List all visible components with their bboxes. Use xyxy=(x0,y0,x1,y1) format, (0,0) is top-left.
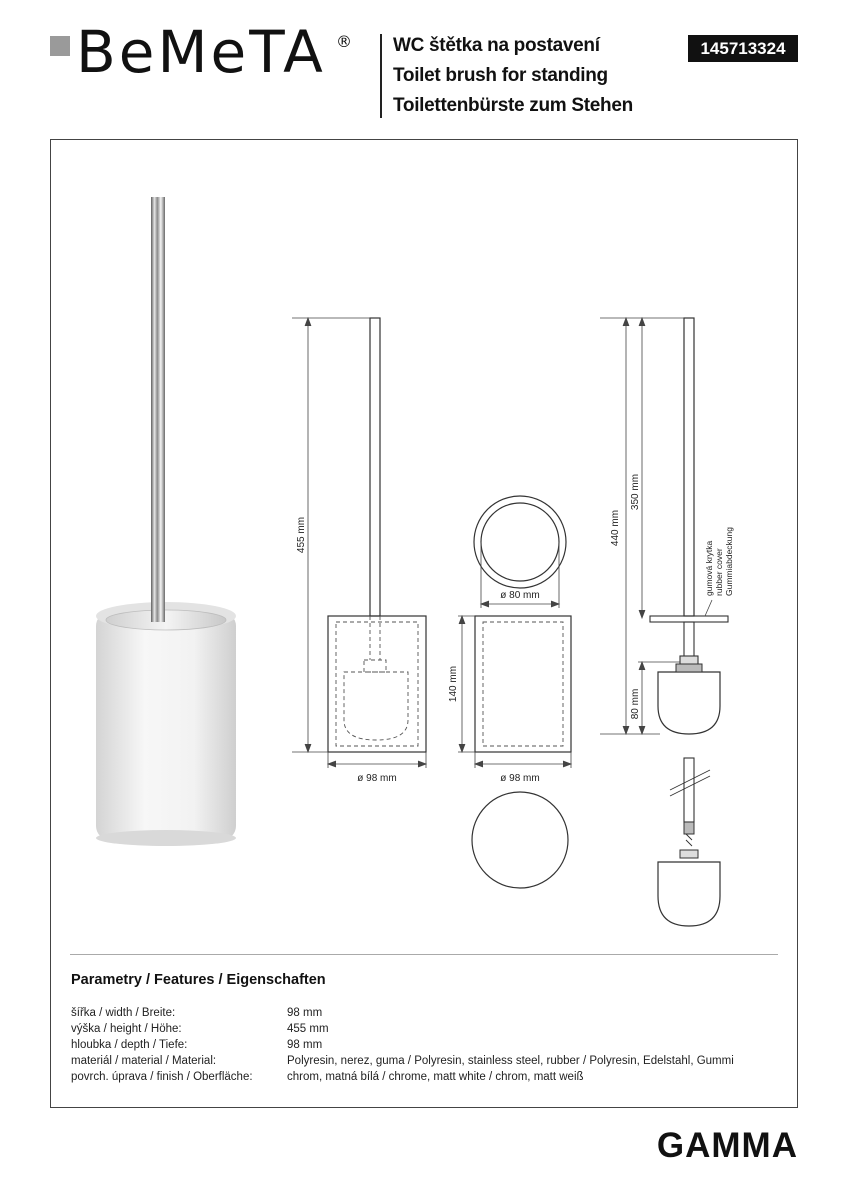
param-label: povrch. úprava / finish / Oberfläche: xyxy=(71,1071,253,1083)
series-name: GAMMA xyxy=(656,1126,798,1165)
title-cz: WC štětka na postavení xyxy=(393,35,600,56)
brush-head xyxy=(658,672,720,734)
top-view-opening xyxy=(481,503,559,581)
title-en: Toilet brush for standing xyxy=(393,65,608,86)
brand-name: BeMeTA xyxy=(76,18,326,86)
dim-brush-head: 80 mm xyxy=(630,688,641,720)
brush-head-detail xyxy=(658,862,720,926)
title-de: Toilettenbürste zum Stehen xyxy=(393,95,633,116)
photo-lid xyxy=(106,610,226,630)
photo-holder-body xyxy=(96,612,236,840)
dim-holder-diameter-front: ø 98 mm xyxy=(357,773,397,784)
param-label: hloubka / depth / Tiefe: xyxy=(71,1039,188,1051)
side-holder xyxy=(475,616,571,752)
brush-view xyxy=(600,318,728,926)
photo-handle xyxy=(151,197,165,622)
bottom-view xyxy=(472,792,568,888)
dim-holder-diameter-side: ø 98 mm xyxy=(500,773,540,784)
dim-total-height: 455 mm xyxy=(296,516,307,554)
top-view-outer xyxy=(474,496,566,588)
cover-label-cz: gumová krytka xyxy=(704,540,714,596)
param-value: 98 mm xyxy=(287,1039,323,1051)
dim-opening-diameter: ø 80 mm xyxy=(500,590,540,601)
cover-label-de: Gummiabdeckung xyxy=(724,527,734,596)
param-value: chrom, matná bílá / chrome, matt white / chrom, matt weiß xyxy=(287,1071,584,1083)
brush-handle xyxy=(684,318,694,616)
param-label: šířka / width / Breite: xyxy=(71,1007,176,1019)
side-view xyxy=(458,496,571,888)
dim-handle-length: 350 mm xyxy=(630,473,641,511)
param-value: 98 mm xyxy=(287,1007,323,1019)
cover-label-en: rubber cover xyxy=(714,548,724,596)
dim-brush-total: 440 mm xyxy=(610,509,621,547)
front-handle xyxy=(370,318,380,616)
product-photo xyxy=(96,197,236,846)
param-value: Polyresin, nerez, guma / Polyresin, stainless steel, rubber / Polyresin, Edelstahl, Gummi xyxy=(287,1055,734,1067)
rubber-cover xyxy=(650,616,728,622)
registered-mark: ® xyxy=(336,32,352,51)
product-code-badge: 145713324 xyxy=(688,35,798,62)
param-label: výška / height / Höhe: xyxy=(71,1023,182,1035)
front-view xyxy=(292,318,426,768)
param-value: 455 mm xyxy=(287,1023,329,1035)
params-divider xyxy=(70,954,778,955)
front-holder xyxy=(328,616,426,752)
params-title: Parametry / Features / Eigenschaften xyxy=(71,972,326,988)
param-label: materiál / material / Material: xyxy=(71,1055,217,1067)
dim-holder-height: 140 mm xyxy=(448,665,459,703)
